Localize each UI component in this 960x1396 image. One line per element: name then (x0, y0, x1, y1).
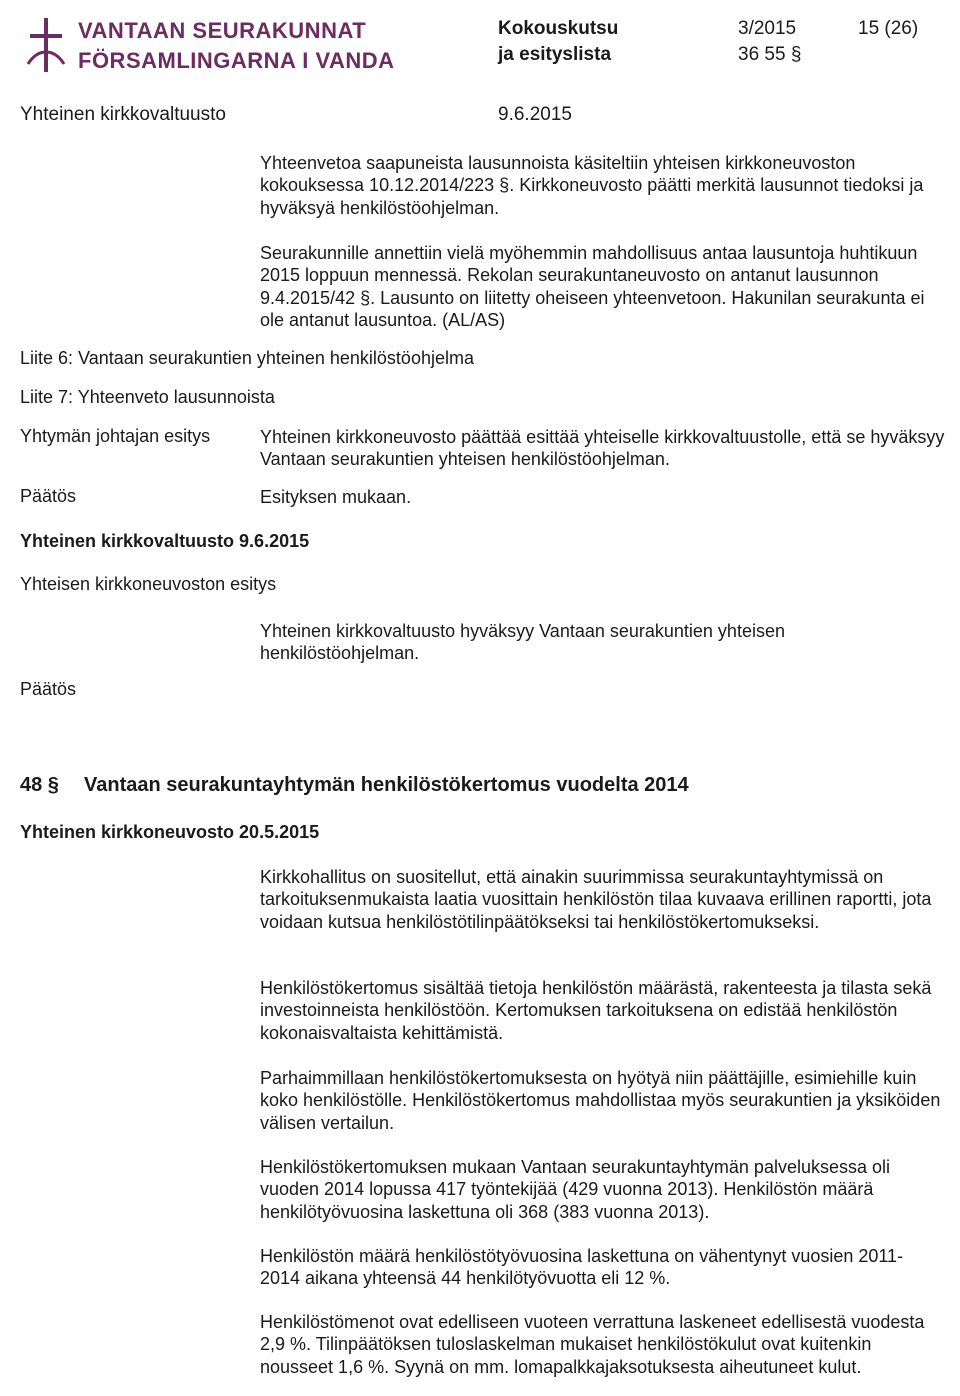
decision-text: Esityksen mukaan. (260, 487, 412, 507)
board-proposal-label: Yhteisen kirkkoneuvoston esitys (20, 574, 277, 594)
section-48-paragraph-2: Henkilöstökertomus sisältää tietoja henkilöstön määrästä, rakenteesta ja tilasta sekä investoinneista henkilöstöön. Kertomuksen tarkoituksena on edistää henkilöstön kokonaisvaltaista kehittämistä. (260, 978, 932, 1043)
proposal-text: Yhteinen kirkkoneuvosto päättää esittää yhteiselle kirkkovaltuustolle, että se hyväksyy Vantaan seurakuntien yhteisen henkilöstöohjelman. (260, 427, 945, 470)
section-48-paragraph-4: Henkilöstökertomuksen mukaan Vantaan seurakuntayhtymän palveluksessa oli vuoden 2014 lopussa 417 työntekijää (429 vuonna 2013). Henkilöstön määrä henkilötyövuosina laskettuna oli 368 (383 vuonna 2013). (260, 1157, 891, 1222)
section-48-paragraph-1: Kirkkohallitus on suositellut, että ainakin suurimmissa seurakuntayhtymissä on tarkoituksenmukaista laatia vuosittain henkilöstön tilaa kuvaava erillinen raportti, jota voidaan kutsua henkilöstötilinpäätökseksi tai henkilöstökertomukseksi. (260, 867, 932, 932)
document-number: 3/2015 (738, 18, 797, 39)
section-48-paragraph-3: Parhaimmillaan henkilöstökertomuksesta on hyötyä niin päättäjille, esimiehille kuin koko henkilöstölle. Henkilöstökertomus mahdollistaa myös seurakuntien ja yksiköiden välisen vertailun. (260, 1068, 941, 1133)
council-heading: Yhteinen kirkkovaltuusto 9.6.2015 (20, 531, 310, 551)
logo-line-2: FÖRSAMLINGARNA I VANDA (78, 48, 395, 73)
statements-paragraph: Seurakunnille annettiin vielä myöhemmin mahdollisuus antaa lausuntoja huhtikuun 2015 loppuun mennessä. Rekolan seurakuntaneuvosto on antanut lausunnon 9.4.2015/42 §. Lausunto on liitetty oheiseen yhteenvetoon. Hakunilan seurakunta ei ole antanut lausuntoa. (AL/AS) (260, 243, 925, 331)
section-48-title: Vantaan seurakuntayhtymän henkilöstökertomus vuodelta 2014 (84, 774, 689, 796)
logo-line-1: VANTAAN SEURAKUNNAT (78, 18, 367, 43)
decision-label-2: Päätös (20, 679, 77, 699)
section-48-paragraph-5: Henkilöstön määrä henkilöstötyövuosina laskettuna on vähentynyt vuosien 2011- 2014 aikana yhteensä 44 henkilötyövuotta eli 12 %. (260, 1246, 904, 1289)
proposal-label: Yhtymän johtajan esitys (20, 426, 211, 446)
organization-logo (20, 14, 400, 76)
attachment-6: Liite 6: Vantaan seurakuntien yhteinen henkilöstöohjelma (20, 348, 474, 368)
section-range: 36 55 § (738, 44, 802, 65)
meeting-date: 9.6.2015 (498, 104, 572, 125)
body-name: Yhteinen kirkkovaltuusto (20, 104, 226, 125)
section-48-number: 48 § (20, 774, 59, 796)
decision-label: Päätös (20, 486, 77, 506)
document-type: Kokouskutsu (498, 18, 619, 39)
summary-paragraph: Yhteenvetoa saapuneista lausunnoista käsiteltiin yhteisen kirkkoneuvoston kokouksessa 10.12.2014/223 §. Kirkkoneuvosto päätti merkitä lausunnot tiedoksi ja hyväksyä henkilöstöohjelman. (260, 153, 924, 218)
document-subtype: ja esityslista (498, 44, 612, 65)
section-48-paragraph-6: Henkilöstömenot ovat edelliseen vuoteen verrattuna laskeneet edellisestä vuodesta 2,9 %. Tilinpäätöksen tuloslaskelman mukaiset henkilöstökulut ovat kuitenkin nousseet 1,6 %. Syynä on mm. lomapalkkajaksotuksesta aiheutuneet kulut. (260, 1312, 925, 1377)
page-number: 15 (26) (858, 18, 919, 39)
board-heading: Yhteinen kirkkoneuvosto 20.5.2015 (20, 822, 320, 842)
attachment-7: Liite 7: Yhteenveto lausunnoista (20, 387, 275, 407)
cross-emblem-icon (20, 14, 72, 76)
board-proposal-text: Yhteinen kirkkovaltuusto hyväksyy Vantaan seurakuntien yhteisen henkilöstöohjelman. (260, 621, 785, 664)
